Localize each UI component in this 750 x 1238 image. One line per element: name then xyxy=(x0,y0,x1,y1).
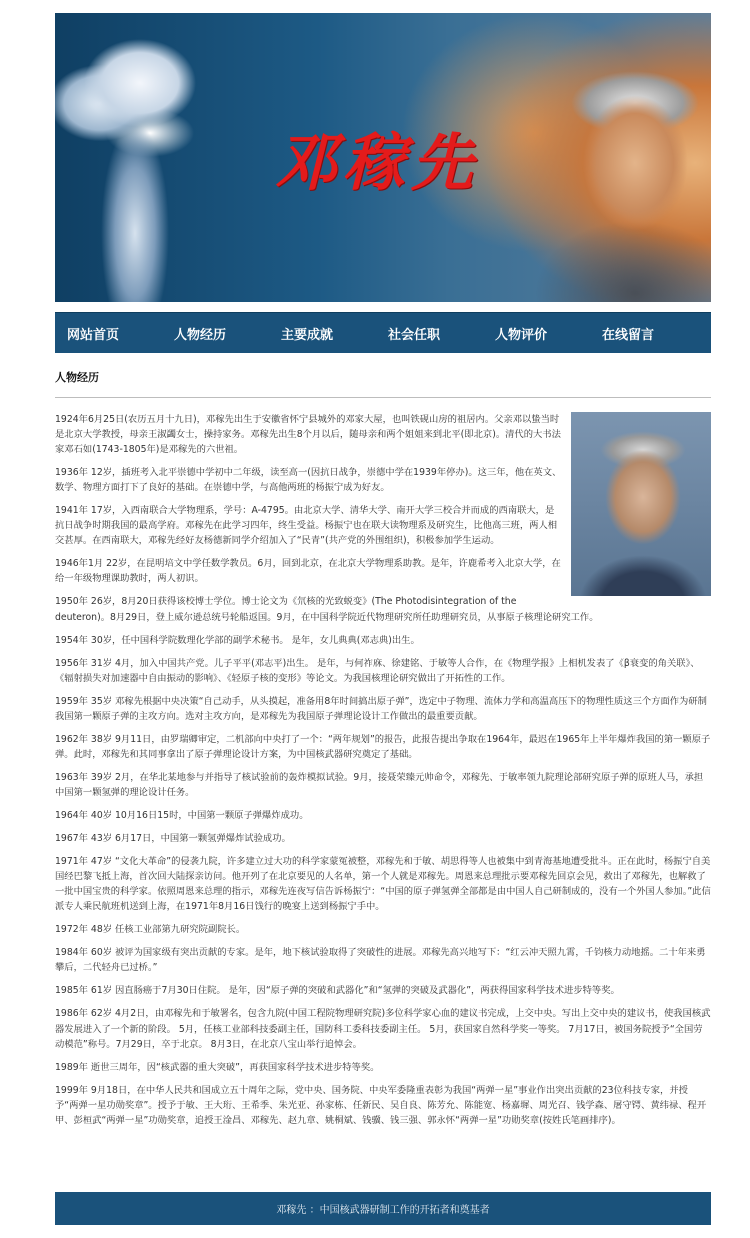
portrait-photo xyxy=(571,412,711,596)
paragraph: 1956年 31岁 4月，加入中国共产党。儿子平平(邓志平)出生。 是年，与何祚庥、徐建铭、于敏等人合作，在《物理学报》上相机发表了《β衰变的角关联》、《辐射损失对加速器中自由振动的影响》、《轻原子核的变形》等论文。为我国核理论研究做出了开拓性的工作。 xyxy=(55,657,700,684)
nav-item-positions[interactable]: 社会任职 xyxy=(388,327,441,343)
paragraph: 1984年 60岁 被评为国家级有突出贡献的专家。是年，地下核试验取得了突破性的进展。邓稼先高兴地写下：“红云冲天照九霄，千钧核力动地摇。二十年来勇攀后，二代轻舟已过桥。” xyxy=(55,947,706,974)
paragraph: 1967年 43岁 6月17日，中国第一颗氢弹爆炸试验成功。 xyxy=(55,833,291,845)
paragraph: 1924年6月25日(农历五月十九日)，邓稼先出生于安徽省怀宁县城外的邓家大屋，也叫铁砚山房的祖居内。父亲邓以蛰当时是北京大学教授，母亲王淑蠲女士，操持家务。邓稼先出生8个月以后，随母亲和两个姐姐来到北平(即北京)。清代的大书法家邓石如(1743-1805年)是邓稼先的六世祖。 xyxy=(55,414,561,456)
paragraph: 1972年 48岁 任核工业部第九研究院副院长。 xyxy=(55,924,246,936)
nav-item-achievements[interactable]: 主要成就 xyxy=(281,327,334,343)
paragraph: 1954年 30岁，任中国科学院数理化学部的副学术秘书。 是年，女儿典典(邓志典)出生。 xyxy=(55,634,420,646)
paragraph: 1950年 26岁，8月20日获得该校博士学位。博士论文为《氘核的光致蜕变》(The Photodisintegration of the deuteron)。8月29日，登上威尔逊总统号轮船返国。9月，在中国科学院近代物理研究所任助理研究员，从事原子核理论研究工作。 xyxy=(55,596,599,623)
mushroom-cloud-image xyxy=(55,23,220,302)
paragraph: 1999年 9月18日，在中华人民共和国成立五十周年之际，党中央、国务院、中央军委隆重表彰为我国“两弹一星”事业作出突出贡献的23位科技专家，并授予“两弹一星功勋奖章”。授予于敏、王大珩、王希季、朱光亚、孙家栋、任新民、吴自良、陈芳允、陈能宽、杨嘉墀、周光召、钱学森、屠守锷、黄纬禄、程开甲、彭桓武“两弹一星”功勋奖章，追授王淦昌、邓稼先、赵九章、姚桐斌、钱骥、钱三强、郭永怀“两弹一星”功勋奖章(按姓氏笔画排序)。 xyxy=(55,1084,707,1126)
page-container xyxy=(55,13,711,1136)
biography-content xyxy=(55,412,711,1128)
main-nav xyxy=(55,312,711,353)
nav-item-guestbook[interactable]: 在线留言 xyxy=(602,327,655,343)
paragraph: 1989年 逝世三周年，因“核武器的重大突破”，再获国家科学技术进步特等奖。 xyxy=(55,1061,380,1073)
paragraph: 1963年 39岁 2月，在华北某地参与并指导了核试验前的轰炸模拟试验。9月，接聂荣臻元帅命令，邓稼先、于敏率领九院理论部研究原子弹的原班人马，承担中国第一颗氢弹的理论设计任务。 xyxy=(55,771,704,798)
nav-item-evaluation[interactable]: 人物评价 xyxy=(495,327,548,343)
divider xyxy=(55,397,711,398)
section-title: 人物经历 xyxy=(55,371,99,384)
paragraph: 1962年 38岁 9月11日，由罗瑞卿审定，二机部向中央打了一个：“两年规划”的报告，此报告提出争取在1964年，最迟在1965年上半年爆炸我国的第一颗原子弹。此时，邓稼先和其同事拿出了原子弹理论设计方案，为中国核武器研究奠定了基础。 xyxy=(55,733,711,760)
paragraph: 1936年 12岁，插班考入北平崇德中学初中二年级，读至高一(因抗日战争，崇德中学在1939年停办)。这三年，他在英文、数学、物理方面打下了良好的基础。在崇德中学，与高他两班的杨振宁成为好友。 xyxy=(55,467,562,494)
paragraph: 1959年 35岁 邓稼先根据中央决策“自己动手，从头摸起，准备用8年时间搞出原子弹”，选定中子物理、流体力学和高温高压下的物理性质这三个方面作为研制我国第一颗原子弹的主攻方向。选对主攻方向，是邓稼先为我国原子弹理论设计工作做出的最重要贡献。 xyxy=(55,695,707,722)
footer-bar xyxy=(55,1192,711,1225)
paragraph: 1946年1月 22岁，在昆明培文中学任数学教员。6月，回到北京，在北京大学物理系助教。是年，许鹿希考入北京大学，在给一年级物理课助教时，两人初识。 xyxy=(55,558,561,585)
banner-title: 邓稼先 xyxy=(275,126,480,199)
paragraph: 1986年 62岁 4月2日，由邓稼先和于敏署名，包含九院(中国工程院物理研究院)多位科学家心血的建议书完成，上交中央。写出上交中央的建议书，使我国核武器发展进入了一个新的阶段。 5月，任核工业部科技委副主任，国防科工委科技委副主任。 5月，获国家自然科学奖一等奖。 7月17日，被国务院授予“全国劳动模范”称号。7月29日，卒于北京。 8月3日，在北京八宝山举行追悼会。 xyxy=(55,1008,711,1050)
nav-item-biography[interactable]: 人物经历 xyxy=(174,327,227,343)
paragraph: 1964年 40岁 10月16日15时，中国第一颗原子弹爆炸成功。 xyxy=(55,809,309,821)
paragraph: 1941年 17岁，入西南联合大学物理系，学号：A-4795。由北京大学、清华大学、南开大学三校合并而成的西南联大，是抗日战争时期我国的最高学府。邓稼先在此学习四年，终生受益。杨振宁也在联大读物理系及研究生，比他高三班，两人相交甚厚。在西南联大，邓稼先经好友杨德新同学介绍加入了“民青”(共产党的外围组织)，积极参加学生运动。 xyxy=(55,505,558,547)
paragraph: 1971年 47岁 “文化大革命”的侵袭九院，许多建立过大功的科学家蒙冤被整，邓稼先和于敏、胡思得等人也被集中到青海基地遭受批斗。正在此时，杨振宁自美国经巴黎飞抵上海，首次回大陆探亲访问。他开列了在北京要见的人名单，第一个人就是邓稼先。周恩来总理批示要邓稼先回京会见，救出了邓稼先，也解救了一批中国宝贵的科学家。依照周恩来总理的指示，邓稼先连夜写信告诉杨振宁：“中国的原子弹氢弹全部都是由中国人自己研制成的，没有一个外国人参加。”此信派专人乘民航班机送到上海，在1971年8月16日饯行的晚宴上送到杨振宁手中。 xyxy=(55,856,711,913)
header-banner xyxy=(55,13,711,302)
nav-item-home[interactable]: 网站首页 xyxy=(67,327,120,343)
paragraph: 1985年 61岁 因直肠癌于7月30日住院。 是年，因“原子弹的突破和武器化”和“氢弹的突破及武器化”，两获得国家科学技术进步特等奖。 xyxy=(55,985,620,997)
banner-portrait-image xyxy=(525,43,711,302)
footer-text: 邓稼先 ：中国核武器研制工作的开拓者和奠基者 xyxy=(276,1205,490,1216)
